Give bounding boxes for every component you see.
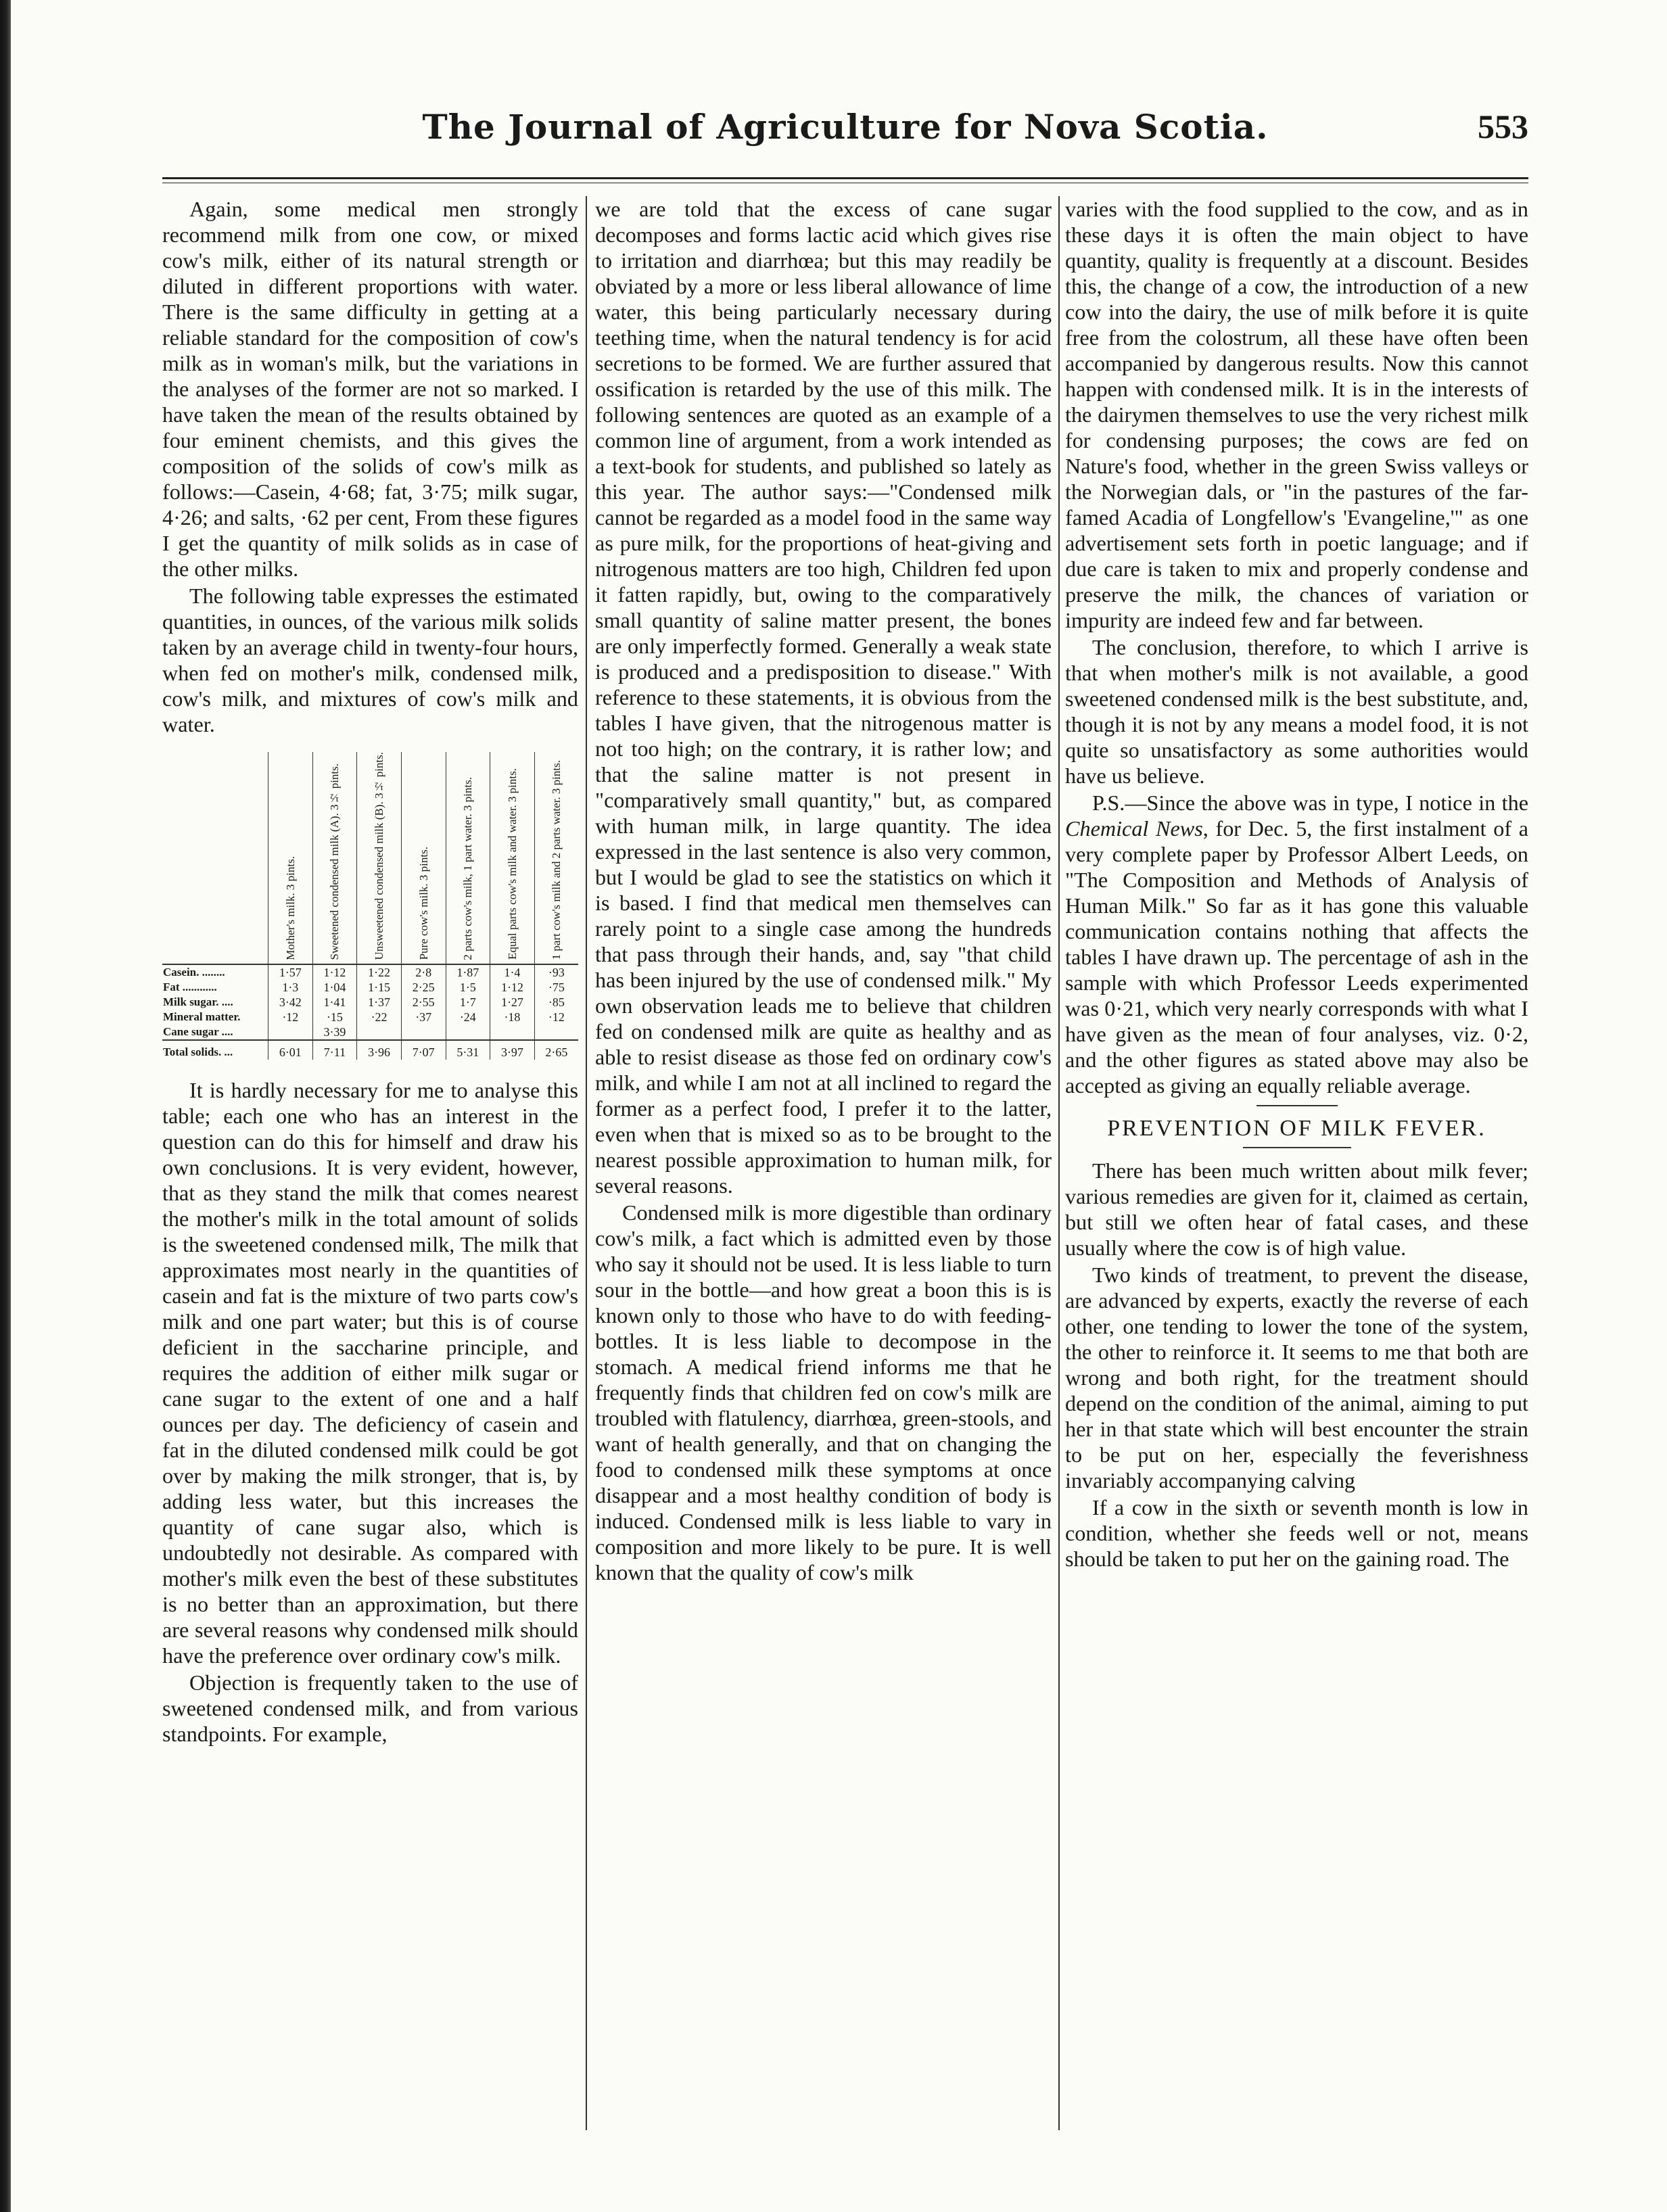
table-row — [162, 995, 578, 1010]
column-divider-1 — [586, 196, 587, 2130]
table-cell: ·75 — [534, 980, 578, 995]
column-2 — [595, 196, 1052, 2144]
table-cell: 1·3 — [268, 980, 313, 995]
table-header-row — [162, 752, 578, 964]
journal-title: The Journal of Agriculture for Nova Scotia. — [422, 107, 1269, 147]
column-3 — [1065, 196, 1528, 2144]
table-cell: 1·27 — [490, 995, 535, 1010]
column-header: Sweetened condensed milk (A). 3½ pints. — [312, 752, 357, 964]
paragraph: Again, some medical men strongly recommend milk from one cow, or mixed cow's milk, either of its natural strength or diluted in different proportions with water. There is the same difficulty in getting at a reliable standard for the composition of cow's milk as in woman's milk, but the variations in the analyses of the former are not so marked. I have taken the mean of the results obtained by four eminent chemists, and this gives the composition of the solids of cow's milk as follows:—Casein, 4·68; fat, 3·75; milk sugar, 4·26; and salts, ·62 per cent, From these figures I get the quantity of milk solids as in case of the other milks. — [162, 197, 578, 581]
table-cell: ·24 — [446, 1010, 490, 1025]
table-corner — [162, 752, 268, 964]
table-cell: 1·4 — [490, 964, 535, 980]
milk-solids-table — [162, 752, 578, 1060]
table-cell — [534, 1025, 578, 1040]
table-cell: ·93 — [534, 964, 578, 980]
paragraph: we are told that the excess of cane sugar decomposes and forms lactic acid which gives rise to irritation and diarrhœa; but this may readily be obviated by a more or less liberal allowance of lime water, this being particularly necessary during teething time, when the natural tendency is for acid secretions to be formed. We are further assured that ossification is retarded by the use of this milk. The following sentences are quoted as an example of a common line of argument, from a work intended as a text-book for students, and published so lately as this year. The author says:—"Condensed milk cannot be regarded as a model food in the same way as pure milk, for the proportions of heat-giving and nitrogenous matters are too high, Children fed upon it fatten rapidly, but, owing to the comparatively small quantity of saline matter present, the bones are only imperfectly formed. Generally a weak state is produced and a predisposition to disease." With reference to these statements, it is obvious from the tables I have given, that the nitrogenous matter is not too high; on the contrary, it is rather low; and that the saline matter is not present in "comparatively small quantity," but, as compared with human milk, in large quantity. The idea expressed in the last sentence is also very common, but I would be glad to see the statistics on which it is based. I find that medical men themselves can rarely point to a single case among the hundreds that pass through their hands, and, say "that child has been injured by the use of condensed milk." My own observation leads me to believe that children fed on condensed milk are quite as healthy and as able to resist disease as those fed on ordinary cow's milk, and while I am not at all inclined to regard the former as a perfect food, I prefer it to the latter, even when that is mixed so as to be brought to the nearest possible approximation to human milk, for several reasons. — [595, 197, 1052, 1198]
page-header — [162, 101, 1528, 162]
paragraph: Condensed milk is more digestible than ordinary cow's milk, a fact which is admitted even by those who say it should not be used. It is less liable to turn sour in the bottle—and how great a boon this is is known only to those who have to do with feeding-bottles. It is less liable to decompose in the stomach. A medical friend informs me that he frequently finds that children fed on cow's milk are troubled with flatulency, diarrhœa, green-stools, and want of health generally, and that on changing the food to condensed milk these symptoms at once disappear and a most healthy condition of body is induced. Condensed milk is less liable to vary in composition and more likely to be pure. It is well known that the quality of cow's milk — [595, 1200, 1052, 1584]
table-cell — [446, 1025, 490, 1040]
section-separator — [1257, 1105, 1338, 1106]
paragraph: Objection is frequently taken to the use of sweetened condensed milk, and from various standpoints. For example, — [162, 1670, 578, 1747]
column-divider-2 — [1058, 196, 1060, 2130]
table-cell: 1·57 — [268, 964, 313, 980]
table-row — [162, 1025, 578, 1040]
table-cell: 1·37 — [357, 995, 402, 1010]
table-cell — [268, 1025, 313, 1040]
table-cell: 1·12 — [490, 980, 535, 995]
table-cell: 1·5 — [446, 980, 490, 995]
column-1 — [162, 196, 578, 2144]
row-label: Total solids. ... — [162, 1040, 268, 1060]
table-cell: 1·7 — [446, 995, 490, 1010]
table-cell: ·12 — [268, 1010, 313, 1025]
row-label: Mineral matter. — [163, 1010, 241, 1024]
header-rule — [162, 177, 1528, 179]
paragraph: If a cow in the sixth or seventh month is low in condition, whether she feeds well or not, means should be taken to put her on the gaining road. The — [1065, 1495, 1528, 1571]
table-cell: 5·31 — [446, 1040, 490, 1060]
paragraph — [1065, 790, 1528, 1098]
table-row — [162, 964, 578, 980]
column-header: 2 parts cow's milk, 1 part water. 3 pints. — [446, 752, 490, 964]
table-cell: 1·41 — [312, 995, 357, 1010]
table-cell — [490, 1025, 535, 1040]
table-cell: 3·39 — [312, 1025, 357, 1040]
text-run: , for Dec. 5, the first instalment of a very complete paper by Professor Albert Leeds, on "The Composition and Methods of Analysis of Human Milk." So far as it has gone this valuable communication contains nothing that affects the tables I have drawn up. The percentage of ash in the sample with which Professor Leeds experimented was 0·21, which very nearly corresponds with what I have given as the mean of four analyses, viz. 0·2, and the other figures as stated above may also be accepted as giving an equally reliable average. — [1065, 816, 1528, 1098]
table-cell: ·12 — [534, 1010, 578, 1025]
paragraph: Two kinds of treatment, to prevent the disease, are advanced by experts, exactly the reverse of each other, one tending to lower the tone of the system, the other to reinforce it. It seems to me that both are wrong and both right, for the treatment should depend on the condition of the animal, aiming to put her in that state which will best encounter the strain to be put on her, especially the feverishness invariably accompanying calving — [1065, 1263, 1528, 1492]
table-row — [162, 980, 578, 995]
binding-edge — [0, 0, 11, 2212]
table-cell: 7·11 — [312, 1040, 357, 1060]
table-total-row — [162, 1040, 578, 1060]
table-cell: 2·55 — [401, 995, 446, 1010]
page-number: 553 — [1478, 108, 1528, 145]
table-cell: ·15 — [312, 1010, 357, 1025]
row-label: Milk sugar. .... — [163, 995, 233, 1009]
table-row — [162, 1010, 578, 1025]
paragraph: It is hardly necessary for me to analyse this table; each one who has an interest in the question can do this for himself and draw his own conclusions. It is very evident, however, that as they stand the milk that comes nearest the mother's milk in the total amount of solids is the sweetened condensed milk, The milk that approximates most nearly in the quantities of casein and fat is the mixture of two parts cow's milk and one part water; but this is of course deficient in the saccharine principle, and requires the addition of either milk sugar or cane sugar to the extent of one and a half ounces per day. The deficiency of casein and fat in the diluted condensed milk could be got over by making the milk stronger, that is, by adding less water, but this increases the quantity of cane sugar also, which is undoubtedly not desirable. As compared with mother's milk even the best of these substitutes is no better than an approximation, but there are several reasons why condensed milk should have the preference over ordinary cow's milk. — [162, 1078, 578, 1668]
column-header: Unsweetened condensed milk (B). 3½ pints. — [357, 752, 402, 964]
table-cell: 2·8 — [401, 964, 446, 980]
row-label: Casein. ........ — [163, 966, 225, 979]
column-header: Mother's milk. 3 pints. — [268, 752, 313, 964]
column-header: 1 part cow's milk and 2 parts water. 3 pints. — [534, 752, 578, 964]
table-cell: ·18 — [490, 1010, 535, 1025]
table-cell: 1·22 — [357, 964, 402, 980]
journal-reference: Chemical News — [1065, 816, 1203, 841]
column-header: Equal parts cow's milk and water. 3 pints. — [490, 752, 535, 964]
table-cell — [401, 1025, 446, 1040]
row-label: Cane sugar .... — [163, 1025, 233, 1039]
table-cell: 6·01 — [268, 1040, 313, 1060]
table-cell: 1·04 — [312, 980, 357, 995]
row-label: Fat ............ — [163, 981, 217, 994]
table-cell: 2·65 — [534, 1040, 578, 1060]
table-cell: 7·07 — [401, 1040, 446, 1060]
table-cell — [357, 1025, 402, 1040]
table-cell: 3·96 — [357, 1040, 402, 1060]
paragraph: There has been much written about milk fever; various remedies are given for it, claimed as certain, but still we often hear of fatal cases, and these usually where the cow is of high value. — [1065, 1158, 1528, 1260]
table-cell: 3·42 — [268, 995, 313, 1010]
table-cell: ·22 — [357, 1010, 402, 1025]
column-header: Pure cow's milk. 3 pints. — [401, 752, 446, 964]
paragraph: The following table expresses the estimated quantities, in ounces, of the various milk solids taken by an average child in twenty-four hours, when fed on mother's milk, condensed milk, cow's milk, and mixtures of cow's milk and water. — [162, 584, 578, 736]
table-cell: 1·12 — [312, 964, 357, 980]
paragraph: varies with the food supplied to the cow, and as in these days it is often the main object to have quantity, quality is frequently at a discount. Besides this, the change of a cow, the introduction of a new cow into the dairy, the use of milk before it is quite free from the colostrum, all these have often been accompanied by dangerous results. Now this cannot happen with condensed milk. It is in the interests of the dairymen themselves to use the very richest milk for condensing purposes; the cows are fed on Nature's food, whether in the green Swiss valleys or the Norwegian dals, or "in the pastures of the far-famed Acadia of Longfellow's 'Evangeline,'" as one advertisement sets forth in poetic language; and if due care is taken to mix and properly condense and preserve the milk, the chances of variation or impurity are indeed few and far between. — [1065, 197, 1528, 632]
table-cell: 1·87 — [446, 964, 490, 980]
table-cell: 1·15 — [357, 980, 402, 995]
heading-rule — [1243, 1147, 1351, 1148]
table-cell: ·85 — [534, 995, 578, 1010]
table-cell: 3·97 — [490, 1040, 535, 1060]
section-heading: PREVENTION OF MILK FEVER. — [1107, 1116, 1486, 1141]
text-run: P.S.—Since the above was in type, I notice in the — [1092, 791, 1528, 815]
table-cell: ·37 — [401, 1010, 446, 1025]
table-cell: 2·25 — [401, 980, 446, 995]
paragraph: The conclusion, therefore, to which I arrive is that when mother's milk is not available, a good sweetened condensed milk is the best substitute, and, though it is not by any means a model food, it is not quite so unsatisfactory as some authorities would have us believe. — [1065, 635, 1528, 788]
